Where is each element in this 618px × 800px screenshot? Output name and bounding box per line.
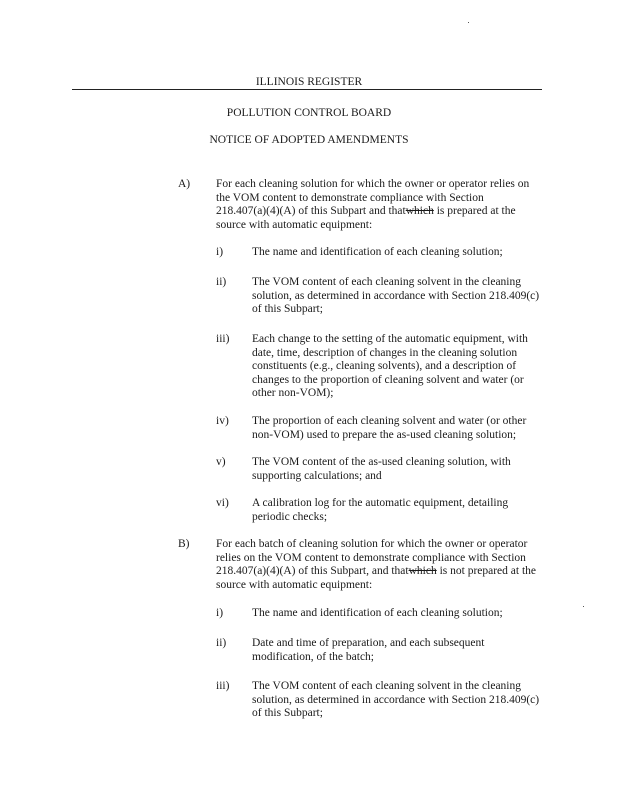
item-a-ii-label: ii) [216, 276, 227, 288]
item-a-ii-text: The VOM content of each cleaning solvent in the cleaning solution, as determined in accordance with Section 218.409(c) of this Subpart; [252, 276, 540, 316]
header-rule [72, 89, 542, 90]
item-a-i-label: i) [216, 246, 224, 258]
item-a-vi-label: vi) [216, 497, 229, 509]
item-b-i-text: The name and identification of each cleaning solution; [252, 607, 503, 619]
scan-speck [468, 22, 469, 23]
item-b-iii-text: The VOM content of each cleaning solvent in the cleaning solution, as determined in accordance with Section 218.409(c) of this Subpart; [252, 680, 540, 720]
item-a-iii-text: Each change to the setting of the automatic equipment, with date, time, description of changes in the cleaning solution constituents (e.g., cleaning solvents), and a description of changes to the proportion of cleaning solvent and water (or other non-VOM); [252, 333, 528, 400]
section-b-label: B) [178, 538, 190, 550]
item-a-iii-label: iii) [216, 333, 230, 345]
item-a-i-text: The name and identification of each cleaning solution; [252, 246, 503, 258]
section-a-label: A) [178, 178, 191, 190]
item-b-ii-label: ii) [216, 637, 227, 649]
item-a-v-text: The VOM content of the as-used cleaning solution, with supporting calculations; and [252, 456, 511, 482]
scan-speck [583, 606, 584, 607]
item-a-vi-text: A calibration log for the automatic equipment, detailing periodic checks; [252, 497, 509, 523]
board-title: POLLUTION CONTROL BOARD [226, 107, 392, 119]
item-b-ii-text: Date and time of preparation, and each subsequent modification, of the batch; [252, 637, 485, 663]
item-b-i-label: i) [216, 607, 224, 619]
struck-text: which [408, 565, 437, 578]
section-b-intro: For each batch of cleaning solution for which the owner or operator relies on the VOM content to demonstrate compliance with Section 218.407(a)(4)(A) of this Subpart, and thatwhich is not prepared at the source with automatic equipment: [216, 538, 537, 591]
struck-text: which [405, 205, 434, 218]
item-b-iii-label: iii) [216, 680, 230, 692]
register-title: ILLINOIS REGISTER [255, 76, 363, 88]
section-a-intro: For each cleaning solution for which the owner or operator relies on the VOM content to demonstrate compliance with Section 218.407(a)(4)(A) of this Subpart and thatwhich is prepared at the source with automatic equipment: [216, 178, 530, 231]
item-a-iv-text: The proportion of each cleaning solvent and water (or other non-VOM) used to prepare the as-used cleaning solution; [252, 415, 527, 441]
notice-title: NOTICE OF ADOPTED AMENDMENTS [209, 134, 409, 146]
item-a-iv-label: iv) [216, 415, 229, 427]
item-a-v-label: v) [216, 456, 226, 468]
